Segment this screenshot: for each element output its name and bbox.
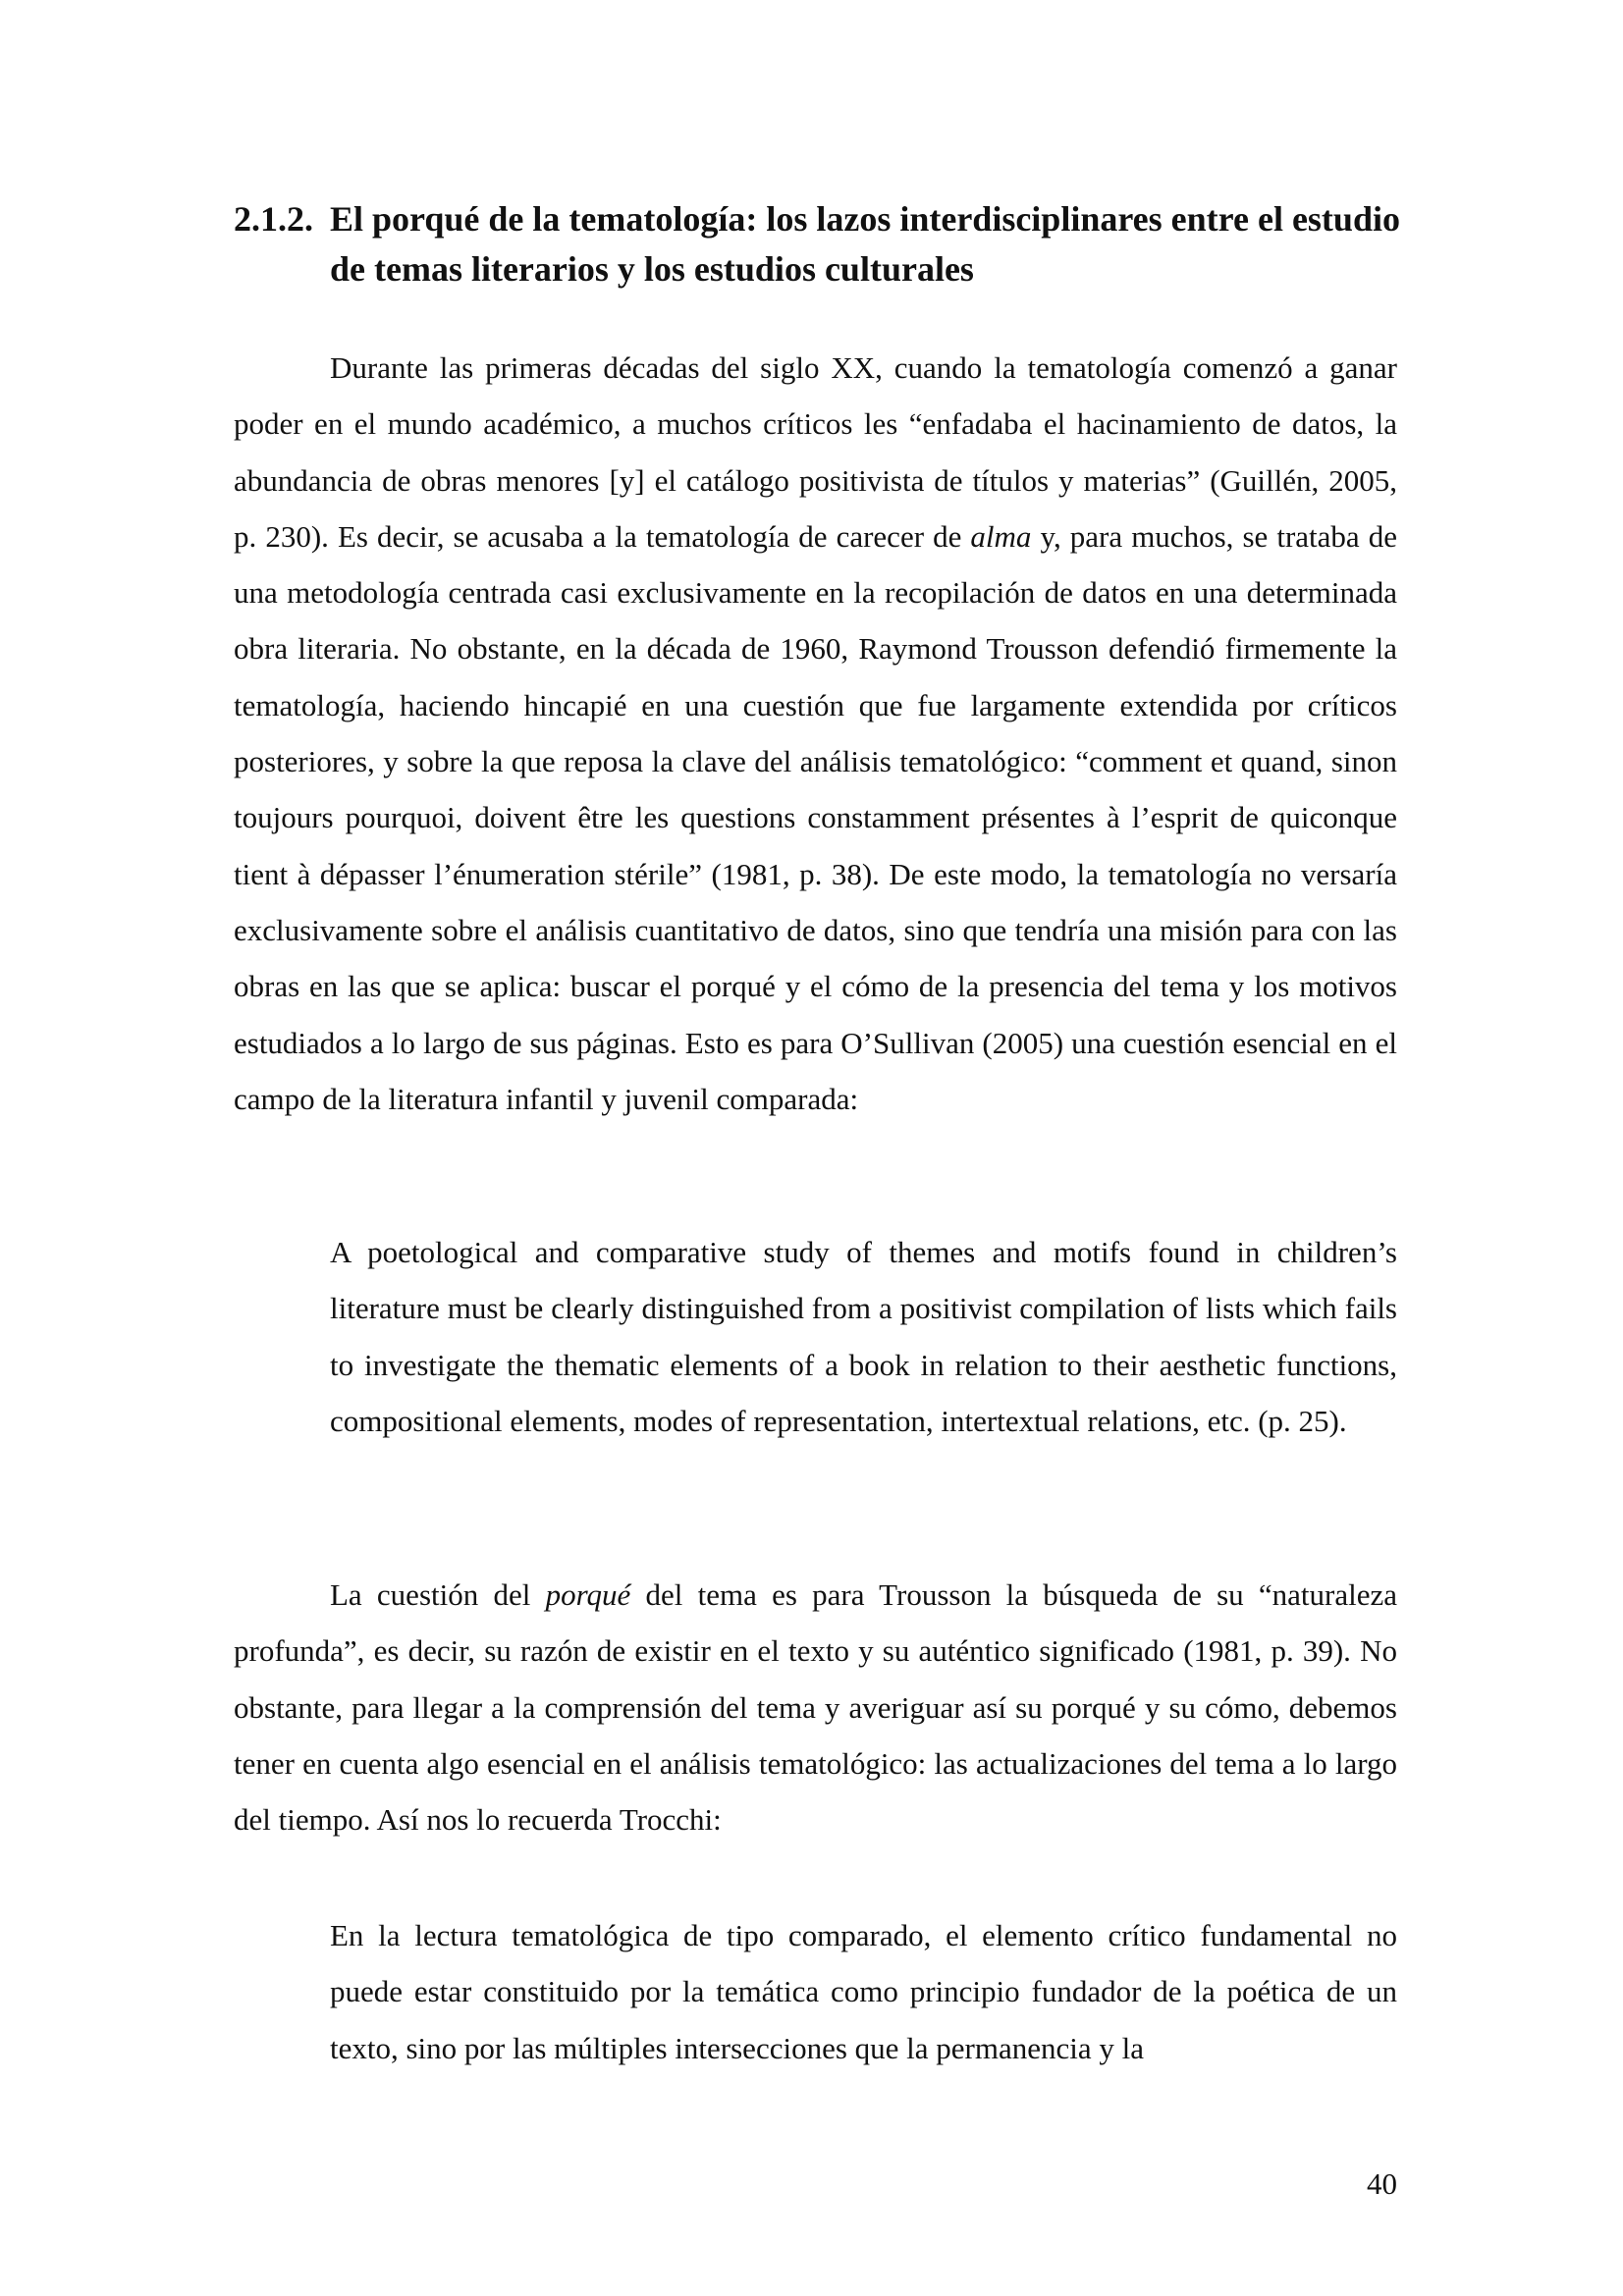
section-title: El porqué de la tematología: los lazos interdisciplinares entre el estudio de temas literarios y los estudios culturales (330, 199, 1400, 289)
paragraph-text: La cuestión del (330, 1577, 546, 1612)
italic-term: porqué (545, 1577, 631, 1612)
block-quote-2: En la lectura tematológica de tipo comparado, el elemento crítico fundamental no puede estar constituido por la temática como principio fundador de la poética de un texto, sino por las múltiples intersecciones que la permanencia y la (330, 1918, 1397, 2065)
section-heading (234, 194, 1412, 294)
body-paragraph-1 (234, 340, 1397, 1127)
section-number: 2.1.2. (234, 199, 313, 239)
page-number: 40 (1367, 2166, 1397, 2201)
body-paragraph-2 (234, 1567, 1397, 1847)
italic-term: alma (970, 518, 1032, 554)
paragraph-text: Durante las primeras décadas del siglo XX, cuando la tematología comenzó a ganar poder en el mundo académico, a muchos críticos les “enfadaba el hacinamiento de datos, la abundancia de obras menores [y] el catálogo positivista de títulos y materias” (Guillén, 2005, p. 230). Es decir, se acusaba a la tematología de carecer de (234, 350, 1397, 554)
block-quote-1: A poetological and comparative study of themes and motifs found in children’s literature must be clearly distinguished from a positivist compilation of lists which fails to investigate the thematic elements of a book in relation to their aesthetic functions, compositional elements, modes of representation, intertextual relations, etc. (p. 25). (330, 1235, 1397, 1438)
paragraph-text: del tema es para Trousson la búsqueda de su “naturaleza profunda”, es decir, su razón de existir en el texto y su auténtico significado (1981, p. 39). No obstante, para llegar a la comprensión del tema y averiguar así su porqué y su cómo, debemos tener en cuenta algo esencial en el análisis tematológico: las actualizaciones del tema a lo largo del tiempo. Así nos lo recuerda Trocchi: (234, 1577, 1397, 1838)
paragraph-text: y, para muchos, se trataba de una metodología centrada casi exclusivamente en la recopilación de datos en una determinada obra literaria. No obstante, en la década de 1960, Raymond Trousson defendió firmemente la tematología, haciendo hincapié en una cuestión que fue largamente extendida por críticos posteriores, y sobre la que reposa la clave del análisis tematológico: “comment et quand, sinon toujours pourquoi, doivent être les questions constamment présentes à l’esprit de quiconque tient à dépasser l’énumeration stérile” (1981, p. 38). De este modo, la tematología no versaría exclusivamente sobre el análisis cuantitativo de datos, sino que tendría una misión para con las obras en las que se aplica: buscar el porqué y el cómo de la presencia del tema y los motivos estudiados a lo largo de sus páginas. Esto es para O’Sullivan (2005) una cuestión esencial en el campo de la literatura infantil y juvenil comparada: (234, 518, 1397, 1116)
